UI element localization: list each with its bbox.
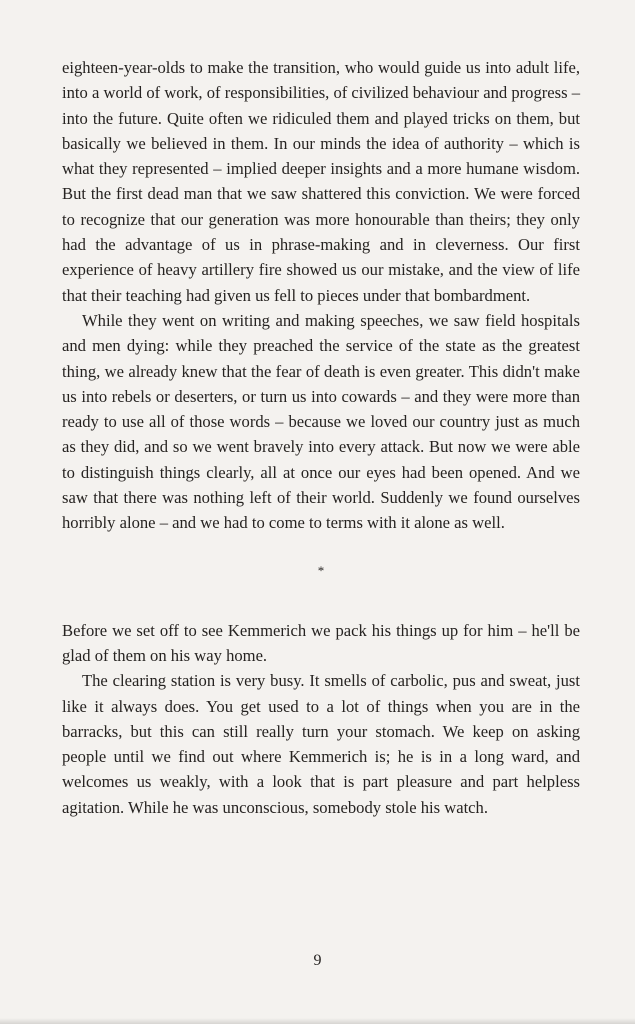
book-page-text: [62, 55, 580, 820]
page-bottom-edge-shadow: [0, 1018, 635, 1024]
paragraph-clearing-station: The clearing station is very busy. It smells of carbolic, pus and sweat, just like it always does. You get used to a lot of things when you are in the barracks, but this can still really turn your stomach. We keep on asking people until we find out where Kemmerich is; he is in a long ward, and welcomes us weakly, with a look that is part pleasure and part helpless agitation. While he was unconscious, somebody stole his watch.: [62, 671, 580, 817]
section-break-asterisk: *: [317, 562, 325, 578]
paragraph-field-hospitals: While they went on writing and making speeches, we saw field hospitals and men dying: while they preached the service of the state as the greatest thing, we already knew that the fear of death is even greater. This didn't make us into rebels or deserters, or turn us into cowards – and they were more than ready to use all of those words – because we loved our country just as much as they did, and so we went bravely into every attack. But now we were able to distinguish things clearly, all at once our eyes had been opened. And we saw that there was nothing left of their world. Suddenly we found ourselves horribly alone – and we had to come to terms with it alone as well.: [62, 310, 580, 533]
paragraph-kemmerich-things: Before we set off to see Kemmerich we pack his things up for him – he'll be glad of them on his way home.: [62, 620, 580, 665]
page-number: 9: [313, 952, 322, 969]
paragraph-authority: eighteen-year-olds to make the transition, who would guide us into adult life, into a world of work, of responsibilities, of civilized behaviour and progress – into the future. Quite often we ridiculed them and played tricks on them, but basically we believed in them. In our minds the idea of authority – which is what they represented – implied deeper insights and a more humane wisdom. But the first dead man that we saw shattered this conviction. We were forced to recognize that our generation was more honourable than theirs; they only had the advantage of us in phrase-making and in cleverness. Our first experience of heavy artillery fire showed us our mistake, and the view of life that their teaching had given us fell to pieces under that bombardment.: [62, 58, 580, 305]
